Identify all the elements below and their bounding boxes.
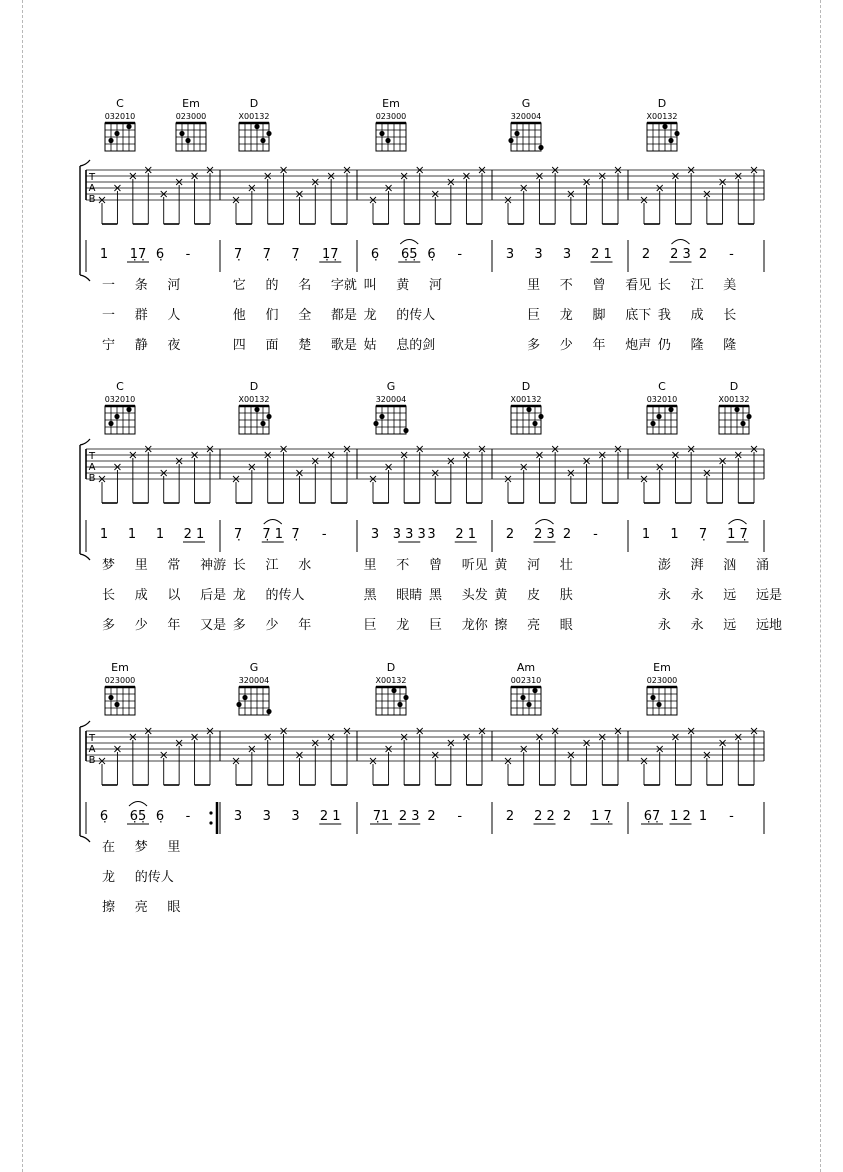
finger-dot: [254, 124, 259, 129]
tab-clef-t: T: [88, 451, 96, 462]
lyric-word: 龙: [396, 618, 410, 633]
finger-dot: [260, 138, 265, 143]
lyric-word: 叫: [363, 278, 377, 293]
lyric-word: 曾: [429, 558, 443, 573]
jianpu-note: -: [729, 809, 734, 824]
finger-dot: [108, 695, 113, 700]
chord-diagram-c: [105, 97, 136, 151]
lyric-word: 巨: [363, 618, 377, 633]
jianpu-note: 7̣: [262, 247, 271, 262]
jianpu-note: 6̣5̣: [129, 809, 147, 824]
lyric-word: 龙: [559, 308, 573, 323]
lyric-word: 江: [265, 558, 279, 573]
chord-fingering-code: 023000: [175, 112, 207, 121]
chord-diagram-am: [511, 661, 542, 715]
jianpu-note: 2 1: [455, 527, 477, 542]
lyric-word: 多: [102, 618, 116, 633]
lyric-word: 巨: [429, 618, 443, 633]
lyric-word: 一: [102, 308, 116, 323]
chord-diagram-em: [105, 661, 136, 715]
jianpu-note: 6̣: [99, 809, 109, 824]
jianpu-note: -: [185, 247, 191, 262]
lyric-word: 一: [102, 278, 116, 293]
jianpu-note: 2: [562, 809, 572, 824]
finger-dot: [520, 695, 525, 700]
lyric-word: 的传人: [265, 588, 305, 603]
jianpu-note: 1̣7̣: [321, 247, 339, 262]
lyric-word: 里: [167, 840, 181, 855]
jianpu-note: 2 1: [183, 527, 205, 542]
lyric-word: 楚: [298, 338, 312, 353]
numbered-notation-row: [86, 520, 764, 553]
lyric-word: 永: [690, 618, 704, 633]
finger-dot: [379, 131, 384, 136]
lyric-word: 眼: [559, 618, 573, 633]
chord-name: D: [249, 97, 259, 110]
lyric-word: 年: [298, 618, 312, 633]
lyric-word: 亮: [527, 618, 541, 633]
jianpu-note: 1̣7̣: [129, 247, 147, 262]
tie-arc: [264, 520, 282, 525]
lyric-word: 隆: [723, 338, 737, 353]
lyric-word: 听见: [461, 558, 488, 573]
chord-name: D: [521, 380, 531, 393]
lyric-word: 擦: [102, 900, 116, 915]
lyric-word: 眼睛: [396, 588, 423, 603]
lyric-word: 名: [298, 278, 312, 293]
jianpu-note: 7̣1: [372, 809, 390, 824]
tab-clef-t: T: [88, 733, 96, 744]
finger-dot: [674, 131, 679, 136]
lyric-word: 远是: [756, 588, 783, 603]
jianpu-note: 6̣: [427, 247, 436, 262]
system-brace-top: [80, 721, 90, 727]
jianpu-note: 6̣: [155, 809, 165, 824]
lyric-word: 龙: [232, 588, 246, 603]
lyric-word: 它: [232, 278, 246, 293]
finger-dot: [266, 709, 271, 714]
lyric-word: 常: [167, 558, 181, 573]
lyric-word: 年: [592, 338, 606, 353]
lyric-word: 底下: [625, 308, 652, 323]
finger-dot: [126, 407, 131, 412]
finger-dot: [114, 702, 119, 707]
numbered-notation-row: [86, 240, 764, 273]
finger-dot: [373, 421, 378, 426]
chord-diagram-g: [508, 97, 543, 151]
jianpu-note: -: [729, 247, 734, 262]
jianpu-note: -: [457, 247, 463, 262]
finger-dot: [538, 414, 543, 419]
jianpu-note: 3: [291, 809, 300, 824]
finger-dot: [526, 407, 531, 412]
finger-dot: [266, 131, 271, 136]
jianpu-note: 2 3: [670, 247, 691, 262]
finger-dot: [746, 414, 751, 419]
lyric-word: 汹: [723, 558, 737, 573]
finger-dot: [526, 702, 531, 707]
system-brace-bottom: [80, 836, 90, 842]
lyric-word: 远地: [756, 618, 783, 633]
finger-dot: [403, 695, 408, 700]
lyric-word: 长: [723, 308, 737, 323]
chord-diagram-em: [647, 661, 678, 715]
chord-diagram-d: [239, 380, 272, 434]
lyric-word: 多: [232, 618, 246, 633]
jianpu-note: 2: [641, 247, 651, 262]
lyric-word: 在: [102, 840, 116, 855]
jianpu-note: 3: [370, 527, 380, 542]
lyric-word: 水: [298, 558, 312, 573]
jianpu-note: 7̣ 1: [262, 527, 284, 542]
chord-fingering-code: X00132: [238, 395, 270, 404]
lyric-word: 多: [527, 338, 541, 353]
jianpu-note: 1: [641, 527, 651, 542]
chord-diagram-g: [373, 380, 408, 434]
tab-clef-a: A: [88, 462, 96, 473]
lyric-word: 曾: [592, 278, 606, 293]
lyric-word: 全: [298, 308, 312, 323]
chord-name: D: [729, 380, 739, 393]
chord-fingering-code: 032010: [104, 112, 136, 121]
system-brace-bottom: [80, 275, 90, 281]
finger-dot: [514, 131, 519, 136]
lyric-word: 河: [167, 278, 181, 293]
jianpu-note: 3: [427, 527, 436, 542]
lyric-word: 看见: [625, 278, 652, 293]
system-brace-bottom: [80, 554, 90, 560]
lyric-word: 亮: [134, 900, 148, 915]
chord-diagram-c: [105, 380, 136, 434]
chord-fingering-code: 023000: [646, 676, 678, 685]
lyric-word: 面: [265, 338, 279, 353]
chord-diagram-em: [376, 97, 407, 151]
lyric-word: 夜: [167, 338, 181, 353]
finger-dot: [668, 407, 673, 412]
chord-fingering-code: 002310: [510, 676, 542, 685]
lyric-word: 的: [265, 278, 279, 293]
lyric-word: 隆: [690, 338, 704, 353]
jianpu-note: 3: [505, 247, 515, 262]
lyric-word: 息的剑: [396, 338, 436, 353]
system-brace-top: [80, 160, 90, 166]
finger-dot: [508, 138, 513, 143]
chord-diagram-c: [647, 380, 678, 434]
chord-name: D: [249, 380, 259, 393]
lyric-word: 群: [134, 308, 148, 323]
lyric-word: 的传人: [396, 308, 436, 323]
finger-dot: [266, 414, 271, 419]
tab-clef-b: B: [88, 194, 96, 205]
lyric-word: 长: [232, 558, 246, 573]
lyric-word: 头发: [461, 588, 488, 603]
tie-arc: [729, 520, 747, 525]
lyric-word: 都是: [330, 308, 357, 323]
lyric-word: 里: [134, 558, 148, 573]
lyric-word: 湃: [690, 558, 704, 573]
tie-arc: [672, 240, 690, 245]
jianpu-note: 1: [155, 527, 165, 542]
jianpu-note: 6̣: [370, 247, 380, 262]
jianpu-note: 2 1: [319, 809, 341, 824]
tab-clef-b: B: [88, 755, 96, 766]
chord-name: C: [658, 380, 666, 393]
jianpu-note: -: [593, 527, 598, 542]
finger-dot: [379, 414, 384, 419]
jianpu-note: 1 7̣: [727, 527, 748, 542]
jianpu-note: 2 3: [398, 809, 420, 824]
tab-clef-a: A: [88, 183, 96, 194]
chord-diagram-d: [719, 380, 752, 434]
numbered-notation-row: [86, 802, 764, 835]
chord-fingering-code: X00132: [375, 676, 407, 685]
lyric-word: 以: [167, 588, 181, 603]
lyric-word: 河: [527, 558, 541, 573]
chord-name: Em: [111, 661, 129, 674]
chord-name: G: [521, 97, 531, 110]
lyric-word: 里: [527, 278, 541, 293]
chord-diagram-em: [176, 97, 207, 151]
finger-dot: [391, 688, 396, 693]
chord-name: Em: [653, 661, 671, 674]
lyric-word: 后是: [200, 588, 227, 603]
lyric-word: 梦: [134, 840, 148, 855]
jianpu-note: 2 2: [534, 809, 555, 824]
lyric-word: 巨: [527, 308, 541, 323]
lyric-word: 炮声: [625, 338, 652, 353]
lyric-word: 神游: [200, 558, 227, 573]
finger-dot: [114, 414, 119, 419]
tab-clef-t: T: [88, 172, 96, 183]
chord-diagram-d: [511, 380, 544, 434]
jianpu-note: 1: [670, 527, 679, 542]
finger-dot: [734, 407, 739, 412]
chord-name: C: [116, 380, 124, 393]
lyric-word: 歌是: [330, 338, 357, 353]
lyric-word: 江: [690, 278, 704, 293]
lyric-word: 四: [232, 338, 246, 353]
chord-diagram-d: [376, 661, 409, 715]
jianpu-note: 1: [698, 809, 708, 824]
jianpu-note: 1: [99, 247, 109, 262]
jianpu-note: 2 1: [591, 247, 612, 262]
chord-fingering-code: X00132: [510, 395, 542, 404]
chord-fingering-code: X00132: [646, 112, 678, 121]
lyric-word: 字就: [330, 278, 357, 293]
repeat-dot: [209, 811, 212, 814]
lyric-word: 年: [167, 618, 181, 633]
jianpu-note: 1 7̣: [591, 809, 612, 824]
repeat-dot: [209, 821, 212, 824]
jianpu-note: 3: [233, 809, 243, 824]
jianpu-note: 2: [562, 527, 572, 542]
jianpu-note: 7̣: [233, 247, 243, 262]
jianpu-note: 2: [505, 527, 515, 542]
lyric-word: 梦: [102, 558, 116, 573]
jianpu-note: 2: [505, 809, 515, 824]
lyric-word: 们: [265, 308, 279, 323]
lyric-word: 龙你: [461, 618, 488, 633]
chord-name: D: [657, 97, 667, 110]
finger-dot: [185, 138, 190, 143]
finger-dot: [126, 124, 131, 129]
lyric-word: 永: [657, 618, 671, 633]
chord-fingering-code: 023000: [104, 676, 136, 685]
lyric-word: 仍: [657, 338, 671, 353]
jianpu-note: -: [457, 809, 463, 824]
lyric-word: 壮: [559, 558, 573, 573]
lyric-word: 又是: [200, 618, 227, 633]
jianpu-note: 6̣5̣: [400, 247, 418, 262]
finger-dot: [385, 138, 390, 143]
lyric-word: 我: [657, 308, 671, 323]
lyric-word: 少: [265, 618, 279, 633]
lyric-word: 人: [167, 308, 181, 323]
jianpu-note: -: [185, 809, 191, 824]
lyric-word: 少: [559, 338, 573, 353]
jianpu-note: 3: [534, 247, 543, 262]
chord-name: C: [116, 97, 124, 110]
lyric-word: 不: [396, 558, 410, 573]
jianpu-note: 1: [99, 527, 109, 542]
lyric-word: 长: [102, 588, 116, 603]
lyric-word: 永: [690, 588, 704, 603]
jianpu-note: 2 3: [534, 527, 555, 542]
tab-clef-a: A: [88, 744, 96, 755]
chord-fingering-code: X00132: [718, 395, 750, 404]
lyric-word: 美: [723, 278, 737, 293]
finger-dot: [114, 131, 119, 136]
lyric-word: 龙: [102, 870, 116, 885]
lyric-word: 成: [690, 308, 704, 323]
jianpu-note: 3: [262, 809, 271, 824]
lyric-word: 少: [134, 618, 148, 633]
chord-diagram-d: [647, 97, 680, 151]
lyric-word: 涌: [756, 558, 770, 573]
lyric-word: 长: [657, 278, 671, 293]
jianpu-note: 7̣: [698, 527, 708, 542]
lyric-word: 远: [723, 588, 737, 603]
chord-fingering-code: 023000: [375, 112, 407, 121]
finger-dot: [403, 428, 408, 433]
lyric-word: 眼: [167, 900, 181, 915]
jianpu-note: 2: [427, 809, 436, 824]
jianpu-note: 1: [127, 527, 137, 542]
jianpu-note: 7̣: [291, 527, 300, 542]
finger-dot: [668, 138, 673, 143]
jianpu-note: 6̣: [155, 247, 165, 262]
lyric-word: 里: [363, 558, 377, 573]
lyric-word: 龙: [363, 308, 377, 323]
chord-diagram-d: [239, 97, 272, 151]
lyric-word: 黑: [363, 588, 377, 603]
jianpu-note: 7̣: [291, 247, 300, 262]
lyric-word: 成: [134, 588, 148, 603]
lyric-word: 河: [429, 278, 443, 293]
tie-arc: [129, 802, 147, 807]
finger-dot: [108, 421, 113, 426]
chord-name: Em: [382, 97, 400, 110]
lyric-word: 远: [723, 618, 737, 633]
chord-fingering-code: 032010: [104, 395, 136, 404]
finger-dot: [236, 702, 241, 707]
finger-dot: [656, 702, 661, 707]
finger-dot: [179, 131, 184, 136]
lyric-word: 擦: [494, 618, 508, 633]
lyric-word: 黑: [429, 588, 443, 603]
finger-dot: [740, 421, 745, 426]
lyric-word: 的传人: [134, 870, 174, 885]
chord-name: G: [249, 661, 259, 674]
finger-dot: [650, 421, 655, 426]
lyric-word: 澎: [657, 558, 671, 573]
lyric-word: 皮: [527, 588, 541, 603]
finger-dot: [656, 414, 661, 419]
chord-fingering-code: 320004: [238, 676, 270, 685]
lyric-word: 条: [134, 278, 148, 293]
chord-name: Am: [516, 661, 536, 674]
lyric-word: 黄: [494, 558, 508, 573]
jianpu-note: 3: [562, 247, 572, 262]
finger-dot: [662, 124, 667, 129]
lyric-word: 姑: [363, 338, 377, 353]
tie-arc: [400, 240, 418, 245]
lyric-word: 脚: [592, 308, 606, 323]
chord-diagram-g: [236, 661, 271, 715]
jianpu-note: 7̣: [233, 527, 243, 542]
system-brace-top: [80, 439, 90, 445]
tie-arc: [536, 520, 554, 525]
lyric-word: 静: [134, 338, 148, 353]
jianpu-note: 3 3 3: [392, 527, 426, 542]
chord-name: D: [386, 661, 396, 674]
tab-clef-b: B: [88, 473, 96, 484]
finger-dot: [532, 688, 537, 693]
lyric-word: 永: [657, 588, 671, 603]
jianpu-note: 1 2: [670, 809, 691, 824]
jianpu-note: -: [321, 527, 327, 542]
lyric-word: 不: [559, 278, 573, 293]
chord-fingering-code: 032010: [646, 395, 678, 404]
finger-dot: [532, 421, 537, 426]
lyric-word: 黄: [494, 588, 508, 603]
finger-dot: [242, 695, 247, 700]
lyric-word: 肤: [559, 588, 573, 603]
chord-name: G: [386, 380, 396, 393]
finger-dot: [650, 695, 655, 700]
finger-dot: [254, 407, 259, 412]
jianpu-note: 2: [698, 247, 708, 262]
tab-staff: [80, 160, 764, 281]
finger-dot: [108, 138, 113, 143]
chord-fingering-code: 320004: [510, 112, 542, 121]
lyric-word: 黄: [396, 278, 410, 293]
lyric-word: 他: [232, 308, 246, 323]
finger-dot: [397, 702, 402, 707]
chord-fingering-code: X00132: [238, 112, 270, 121]
finger-dot: [538, 145, 543, 150]
finger-dot: [260, 421, 265, 426]
chord-name: Em: [182, 97, 200, 110]
lyric-word: 宁: [102, 338, 116, 353]
chord-fingering-code: 320004: [375, 395, 407, 404]
jianpu-note: 6̣7̣: [643, 809, 661, 824]
